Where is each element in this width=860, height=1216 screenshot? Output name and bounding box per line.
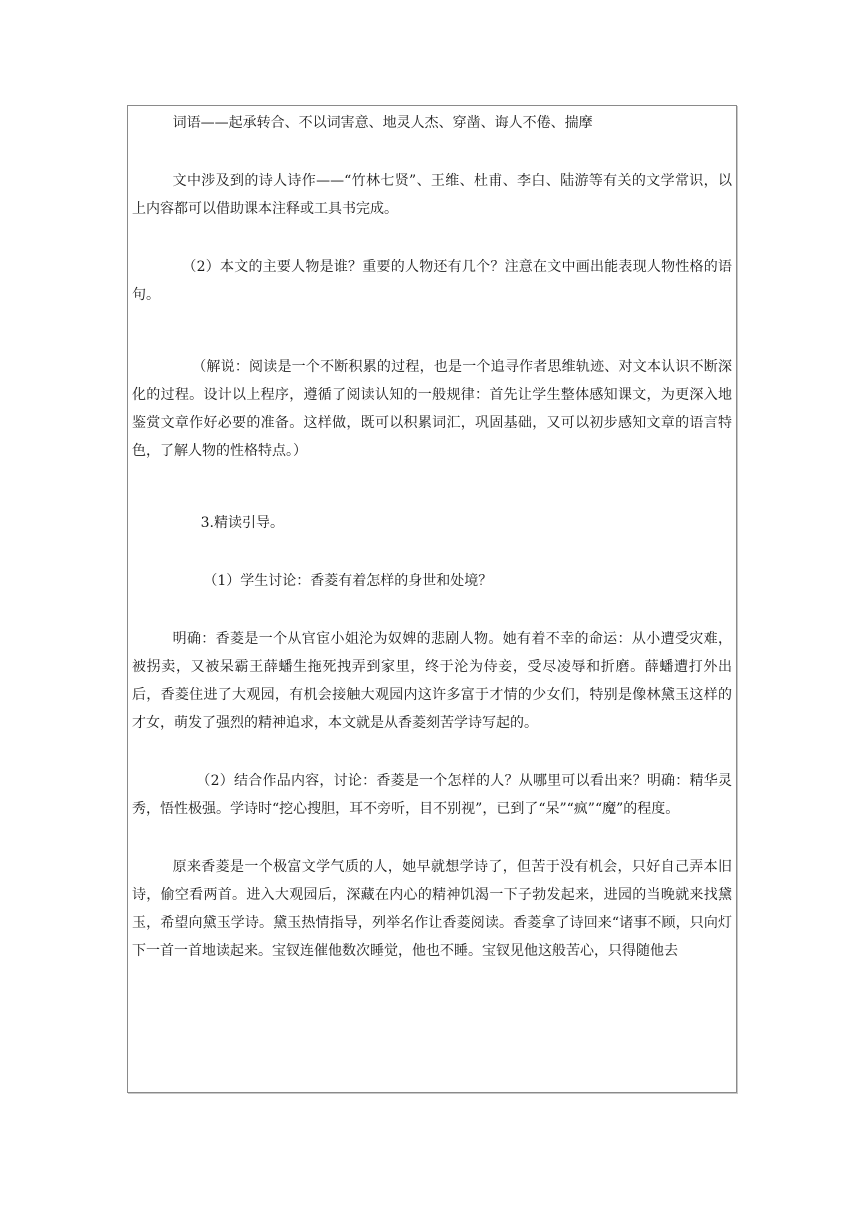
explanation-paragraph: （解说：阅读是一个不断积累的过程，也是一个追寻作者思维轨迹、对文本认识不断深化的过程。设计以上程序，遵循了阅读认知的一般规律：首先让学生整体感知课文，为更深入地鉴赏文章作好必要的准备。这样做，既可以积累词汇，巩固基础，又可以初步感知文章的语言特色，了解人物的性格特点。） [132,359,732,459]
discussion-question-1: （1）学生讨论：香菱有着怎样的身世和处境？ [203,573,493,589]
discussion-question-2: （2）结合作品内容，讨论：香菱是一个怎样的人？从哪里可以看出来？明确：精华灵秀，悟性极强。学诗时“挖心搜胆，耳不旁听，目不别视”，已到了“呆”“疯”“魔”的程度。 [132,773,732,817]
answer-paragraph-1: 明确：香菱是一个从官宦小姐沦为奴婢的悲剧人物。她有着不幸的命运：从小遭受灾难，被拐卖，又被呆霸王薛蟠生拖死拽弄到家里，终于沦为侍妾，受尽凌辱和折磨。薛蟠遭打外出后，香菱住进了大观园，有机会接触大观园内这许多富于才情的少女们，特别是像林黛玉这样的才女，萌发了强烈的精神追求，本文就是从香菱刻苦学诗写起的。 [132,631,732,731]
document-body [132,109,732,965]
question-2-paragraph: （2）本文的主要人物是谁？重要的人物还有几个？注意在文中画出能表现人物性格的语句。 [132,259,732,303]
poets-paragraph: 文中涉及到的诗人诗作——“竹林七贤”、王维、杜甫、李白、陆游等有关的文学常识，以上内容都可以借助课本注释或工具书完成。 [132,173,732,217]
section-heading-close-reading: 3.精读引导。 [200,515,284,531]
narrative-paragraph: 原来香菱是一个极富文学气质的人，她早就想学诗了，但苦于没有机会，只好自己弄本旧诗，偷空看两首。进入大观园后，深藏在内心的精神饥渴一下子勃发起来，进园的当晚就来找黛玉，希望向黛玉学诗。黛玉热情指导，列举名作让香菱阅读。香菱拿了诗回来“诸事不顾，只向灯下一首一首地读起来。宝钗连催他数次睡觉，他也不睡。宝钗见他这般苦心，只得随他去 [132,859,732,959]
vocabulary-paragraph: 词语——起承转合、不以词害意、地灵人杰、穿凿、诲人不倦、揣摩 [172,115,593,131]
